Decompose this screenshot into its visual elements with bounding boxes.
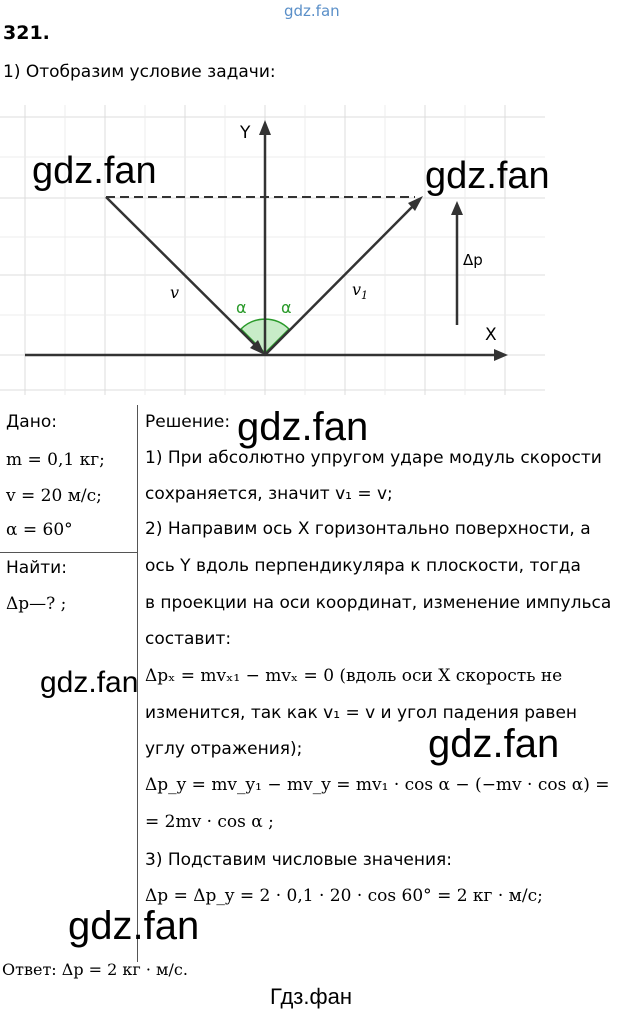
solution-line-11: = 2mv · cos α ; xyxy=(145,812,274,832)
solution-line-9: углу отражения); xyxy=(145,739,303,759)
solution-line-10: Δp_y = mv_y₁ − mv_y = mv₁ · cos α − (−mv · cos α) = xyxy=(145,775,610,795)
angle-left-label: α xyxy=(236,298,247,317)
given-header: Дано: xyxy=(6,412,57,432)
watermark-left-middle: gdz.fan xyxy=(40,666,139,699)
site-watermark-top: gdz.fan xyxy=(284,2,340,20)
delta-p-label: Δp xyxy=(463,251,483,269)
answer-text: Ответ: Δp = 2 кг · м/с. xyxy=(2,960,188,979)
step1-text: 1) Отобразим условие задачи: xyxy=(3,62,276,82)
given-line-angle: α = 60° xyxy=(6,520,73,540)
label-v: v xyxy=(170,283,180,302)
diagram-watermark-right: gdz.fan xyxy=(425,155,550,197)
footer-site-name: Гдз.фан xyxy=(270,984,352,1009)
find-header: Найти: xyxy=(6,558,67,578)
solution-header: Решение: xyxy=(145,412,231,432)
problem-number: 321. xyxy=(3,22,50,44)
velocity-v1-vector xyxy=(265,202,417,355)
angle-right-label: α xyxy=(281,298,292,317)
solution-line-5: в проекции на оси координат, изменение импульса xyxy=(145,593,612,613)
solution-line-7: Δpₓ = mvₓ₁ − mvₓ = 0 (вдоль оси X скорость не xyxy=(145,666,563,686)
watermark-solution: gdz.fan xyxy=(237,405,369,449)
solution-line-8: изменится, так как v₁ = v и угол падения равен xyxy=(145,703,578,723)
solution-line-2: сохраняется, значит v₁ = v; xyxy=(145,484,393,504)
watermark-bottom-left: gdz.fan xyxy=(68,904,200,948)
diagram-grid xyxy=(0,105,545,395)
given-line-speed: v = 20 м/с; xyxy=(6,486,102,506)
label-v1: $v_1$ xyxy=(352,280,369,302)
solution-line-4: ось Y вдоль перпендикуляра к плоскости, тогда xyxy=(145,556,581,576)
solution-line-1: 1) При абсолютно упругом ударе модуль скорости xyxy=(145,448,602,468)
given-line-mass: m = 0,1 кг; xyxy=(6,450,105,470)
solution-line-12: 3) Подставим числовые значения: xyxy=(145,850,452,870)
given-divider xyxy=(0,552,137,553)
solution-line-3: 2) Направим ось X горизонтально поверхности, а xyxy=(145,519,591,539)
diagram-watermark-left: gdz.fan xyxy=(32,150,157,192)
physics-diagram xyxy=(0,105,560,395)
solution-line-6: составит: xyxy=(145,629,232,649)
axis-y-label: Y xyxy=(240,123,251,143)
solution-line-13: Δp = Δp_y = 2 · 0,1 · 20 · cos 60° = 2 кг · м/с; xyxy=(145,886,543,906)
watermark-right-middle: gdz.fan xyxy=(428,722,560,766)
axis-x-label: X xyxy=(485,325,497,345)
velocity-v-vector xyxy=(106,197,260,350)
find-value: Δp—? ; xyxy=(6,594,67,614)
